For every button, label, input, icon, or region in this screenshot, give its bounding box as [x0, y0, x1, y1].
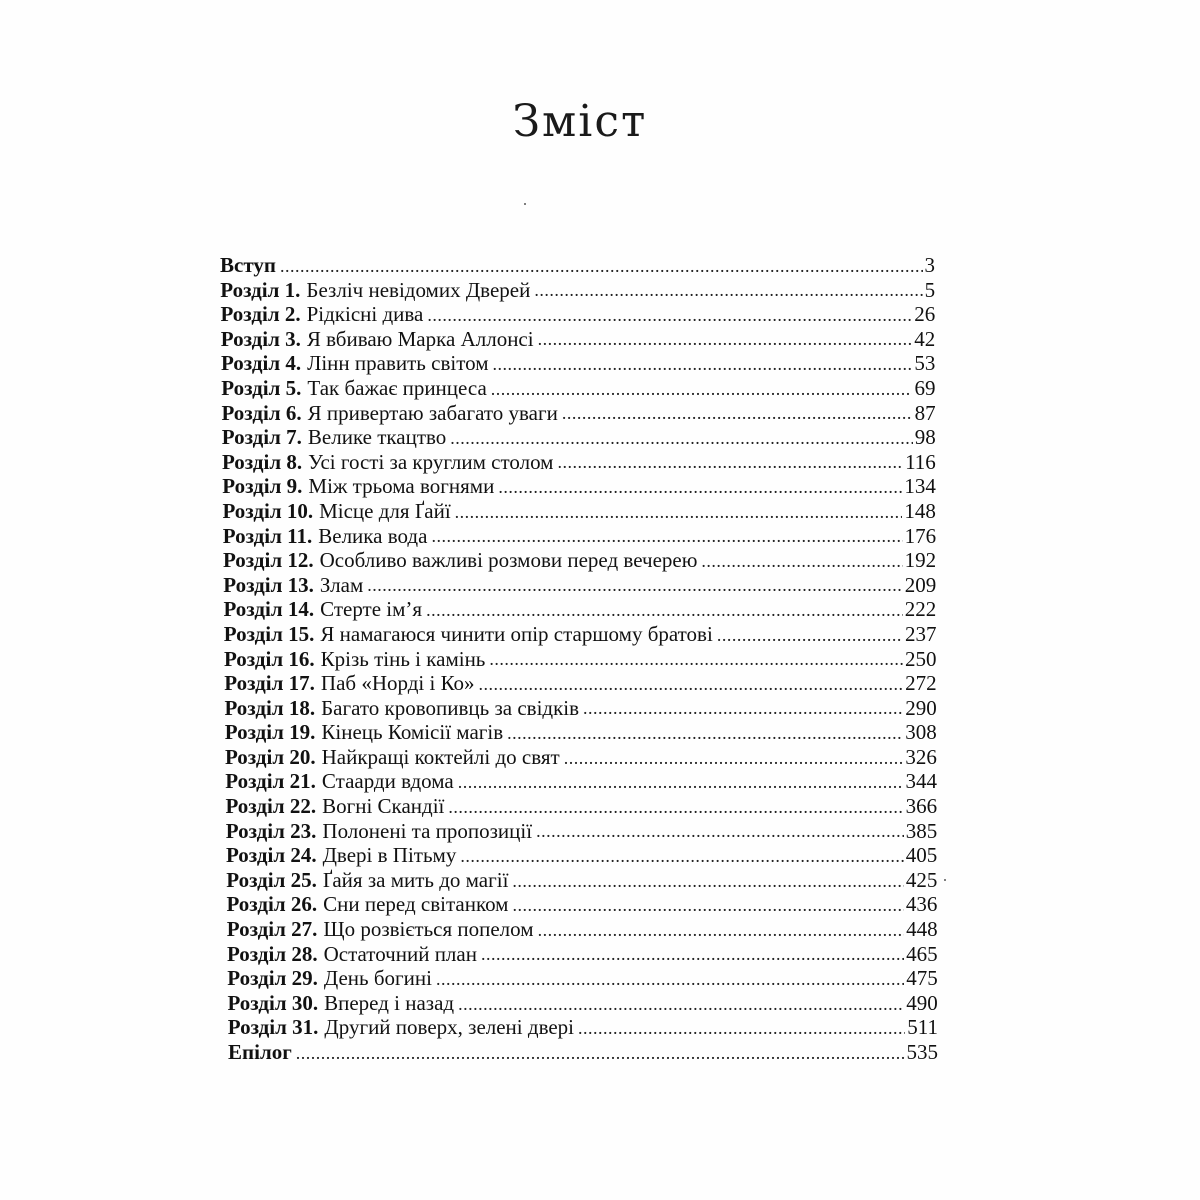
- dot-leader: [491, 379, 913, 397]
- toc-entry-page-number: 465: [906, 941, 938, 966]
- dot-leader: [578, 1019, 905, 1037]
- toc-entry-label: Розділ 27.: [226, 917, 318, 942]
- toc-entry: [226, 819, 937, 844]
- toc-entry: [225, 696, 937, 721]
- toc-entry-label: Розділ 24.: [226, 843, 317, 868]
- toc-entry-title: Усі гості за круглим столом: [308, 449, 554, 474]
- toc-entry-title: Велика вода: [318, 523, 428, 548]
- toc-entry: [222, 401, 936, 426]
- toc-entry: [227, 966, 938, 991]
- toc-entry-page-number: 425: [905, 867, 938, 892]
- toc-entry: [228, 991, 938, 1016]
- toc-entry-label: Розділ 16.: [224, 646, 315, 671]
- toc-entry-title: Так бажає принцеса: [307, 375, 487, 400]
- toc-entry-label: Розділ 14.: [223, 597, 315, 622]
- toc-entry-title: Між трьома вогнями: [308, 474, 495, 499]
- toc-entry-title: День богині: [323, 966, 432, 991]
- toc-entry-page-number: 448: [906, 917, 938, 942]
- toc-entry: [226, 794, 938, 819]
- toc-entry-page-number: 69: [914, 375, 936, 400]
- toc-entry-label: Розділ 4.: [221, 351, 302, 376]
- toc-entry: [223, 573, 936, 598]
- dot-leader: [557, 453, 903, 471]
- toc-entry-page-number: 308: [905, 720, 937, 745]
- dot-leader: [426, 601, 903, 619]
- toc-entry-label: Розділ 7.: [221, 425, 302, 450]
- dot-leader: [460, 847, 903, 865]
- toc-entry: [224, 647, 937, 672]
- toc-entry-title: Двері в Пітьму: [322, 843, 457, 868]
- toc-entry-label: Розділ 21.: [225, 769, 316, 794]
- toc-entry-page-number: 98: [914, 425, 936, 450]
- toc-entry-page-number: 475: [906, 966, 938, 991]
- toc-entry-label: Розділ 19.: [224, 720, 316, 745]
- toc-entry-page-number: 116: [905, 449, 936, 474]
- dot-leader: [481, 945, 904, 963]
- toc-entry-title: Кінець Комісії магів: [321, 720, 504, 745]
- toc-entry-page-number: 237: [904, 621, 937, 646]
- toc-entry-label: Розділ 8.: [222, 449, 303, 474]
- toc-entry: [222, 474, 936, 499]
- toc-entry-page-number: 87: [914, 400, 936, 425]
- toc-entry-title: Вперед і назад: [324, 990, 455, 1015]
- toc-entry-label: Розділ 26.: [226, 892, 318, 917]
- toc-entry-label: Розділ 9.: [222, 474, 303, 499]
- toc-entry-page-number: 535: [906, 1040, 938, 1064]
- toc-entry-label: Розділ 12.: [223, 548, 314, 573]
- toc-entry: [226, 868, 937, 893]
- toc-entry-title: Я намагаюся чинити опір старшому братові: [320, 621, 713, 646]
- toc-entry-page-number: 134: [904, 474, 936, 499]
- toc-entry: [223, 524, 936, 549]
- toc-entry-page-number: 26: [914, 302, 936, 327]
- table-of-contents: [0, 253, 1200, 1065]
- toc-entry-label: Розділ 13.: [223, 572, 314, 597]
- toc-entry: [228, 1040, 938, 1065]
- toc-entry: [225, 745, 937, 770]
- toc-entry-label: Розділ 22.: [225, 794, 317, 819]
- toc-entry: [225, 720, 937, 745]
- dot-leader: [489, 650, 903, 668]
- toc-entry-page-number: 272: [905, 671, 937, 696]
- toc-entry: [222, 450, 936, 475]
- toc-entry: [226, 843, 937, 868]
- toc-entry-title: Найкращі коктейлі до свят: [321, 744, 560, 769]
- toc-entry-title: Ґайя за мить до магії: [322, 867, 509, 892]
- toc-entry-title: Сни перед світанком: [323, 892, 509, 917]
- toc-entry-title: Стаарди вдома: [321, 769, 454, 794]
- toc-entry-label: Розділ 15.: [223, 621, 315, 646]
- dot-leader: [564, 748, 904, 766]
- toc-entry-label: Розділ 31.: [227, 1015, 319, 1040]
- toc-entry-page-number: 53: [914, 351, 936, 376]
- toc-entry-label: Розділ 25.: [226, 867, 317, 892]
- toc-entry-page-number: 5: [924, 277, 936, 302]
- toc-entry-label: Розділ 28.: [227, 941, 318, 966]
- toc-entry-page-number: 42: [914, 326, 936, 351]
- dot-leader: [436, 970, 904, 988]
- dot-leader: [512, 896, 903, 914]
- dot-leader: [455, 502, 903, 520]
- toc-entry-label: Епілог: [228, 1040, 292, 1064]
- toc-entry-title: Особливо важливі розмови перед вечерею: [319, 548, 698, 573]
- page-title: Зміст: [512, 96, 648, 147]
- dot-leader: [717, 625, 903, 643]
- toc-entry: [220, 278, 935, 303]
- toc-entry-label: Розділ 5.: [221, 375, 302, 400]
- dot-leader: [498, 478, 902, 496]
- toc-entry-page-number: 405: [905, 843, 938, 868]
- dot-leader: [562, 404, 913, 422]
- toc-entry-page-number: 250: [905, 646, 937, 671]
- toc-entry-label: Розділ 30.: [227, 990, 319, 1015]
- dot-leader: [448, 797, 903, 815]
- toc-entry: [227, 917, 938, 942]
- dot-leader: [536, 822, 904, 840]
- toc-entry-title: Полонені та пропозиції: [322, 818, 533, 843]
- toc-entry-title: Безліч невідомих Дверей: [306, 277, 531, 302]
- toc-entry-title: Місце для Ґайї: [319, 498, 451, 523]
- dot-leader: [431, 527, 902, 545]
- toc-entry-page-number: 192: [904, 548, 937, 573]
- toc-entry-page-number: 385: [905, 818, 938, 843]
- dot-leader: [583, 699, 903, 717]
- dot-leader: [280, 256, 923, 274]
- toc-entry: [228, 1015, 938, 1040]
- toc-entry-page-number: 290: [905, 695, 937, 720]
- toc-entry: [224, 622, 937, 647]
- toc-entry: [224, 597, 937, 622]
- toc-entry-label: Розділ 10.: [222, 498, 314, 523]
- toc-entry-page-number: 366: [905, 794, 938, 819]
- toc-entry-page-number: 148: [904, 498, 936, 523]
- toc-entry-label: Розділ 1.: [220, 277, 301, 302]
- toc-entry-title: Крізь тінь і камінь: [320, 646, 486, 671]
- dot-leader: [427, 305, 912, 323]
- toc-entry-title: Багато кровопивць за свідків: [321, 695, 580, 720]
- toc-entry-title: Велике ткацтво: [307, 425, 447, 450]
- dot-leader: [538, 330, 913, 348]
- dot-leader: [493, 355, 913, 373]
- toc-entry: [221, 351, 935, 376]
- dot-leader: [507, 724, 903, 742]
- toc-entry-label: Розділ 18.: [224, 695, 316, 720]
- toc-entry-title: Лінн править світом: [307, 351, 489, 376]
- toc-entry-label: Розділ 17.: [224, 671, 315, 696]
- dot-leader: [367, 576, 903, 594]
- dot-leader: [296, 1043, 905, 1061]
- toc-entry: [222, 425, 936, 450]
- toc-entry: [223, 499, 936, 524]
- toc-entry: [227, 892, 938, 917]
- dot-leader: [701, 551, 902, 569]
- toc-entry: [221, 327, 936, 352]
- dot-leader: [458, 994, 904, 1012]
- toc-entry: [227, 942, 938, 967]
- toc-entry-page-number: 209: [904, 572, 937, 597]
- toc-entry: [224, 671, 936, 696]
- toc-entry-page-number: 222: [904, 597, 937, 622]
- toc-entry-page-number: 326: [905, 744, 937, 769]
- dot-leader: [534, 281, 922, 299]
- toc-entry: [221, 376, 935, 401]
- toc-entry-label: Розділ 23.: [225, 818, 317, 843]
- toc-entry-title: Паб «Норді і Ко»: [320, 671, 475, 696]
- dot-leader: [479, 674, 904, 692]
- toc-entry: [225, 769, 937, 794]
- dot-leader: [450, 428, 912, 446]
- toc-entry-title: Рідкісні дива: [306, 302, 424, 327]
- toc-entry-label: Розділ 29.: [227, 966, 318, 991]
- toc-entry-label: Розділ 20.: [225, 744, 316, 769]
- toc-entry-label: Розділ 11.: [222, 523, 313, 548]
- toc-entry-label: Вступ: [220, 253, 276, 277]
- dot-leader: [538, 920, 905, 938]
- toc-entry: [221, 302, 936, 327]
- toc-entry-page-number: 3: [924, 253, 935, 277]
- toc-entry-page-number: 490: [906, 990, 938, 1015]
- toc-entry-page-number: 344: [905, 769, 937, 794]
- toc-entry-title: Я вбиваю Марка Аллонсі: [306, 326, 534, 351]
- toc-entry-title: Остаточний план: [323, 941, 477, 966]
- toc-entry-label: Розділ 6.: [221, 400, 302, 425]
- toc-entry-page-number: 176: [904, 523, 937, 548]
- toc-entry-page-number: 436: [905, 892, 938, 917]
- toc-entry-title: Що розвіється попелом: [323, 917, 534, 942]
- dot-leader: [512, 871, 903, 889]
- toc-entry-title: Стерте ім’я: [320, 597, 423, 622]
- toc-entry-label: Розділ 2.: [220, 302, 301, 327]
- toc-entry-page-number: 511: [907, 1015, 938, 1040]
- toc-entry-label: Розділ 3.: [220, 326, 301, 351]
- print-speck: [524, 203, 526, 205]
- dot-leader: [458, 773, 904, 791]
- toc-entry: [220, 253, 935, 278]
- toc-entry: [223, 548, 936, 573]
- toc-entry-title: Злам: [319, 572, 364, 597]
- toc-entry-title: Я привертаю забагато уваги: [307, 400, 558, 425]
- toc-entry-title: Другий поверх, зелені двері: [324, 1015, 575, 1040]
- toc-entry-title: Вогні Скандії: [322, 794, 445, 819]
